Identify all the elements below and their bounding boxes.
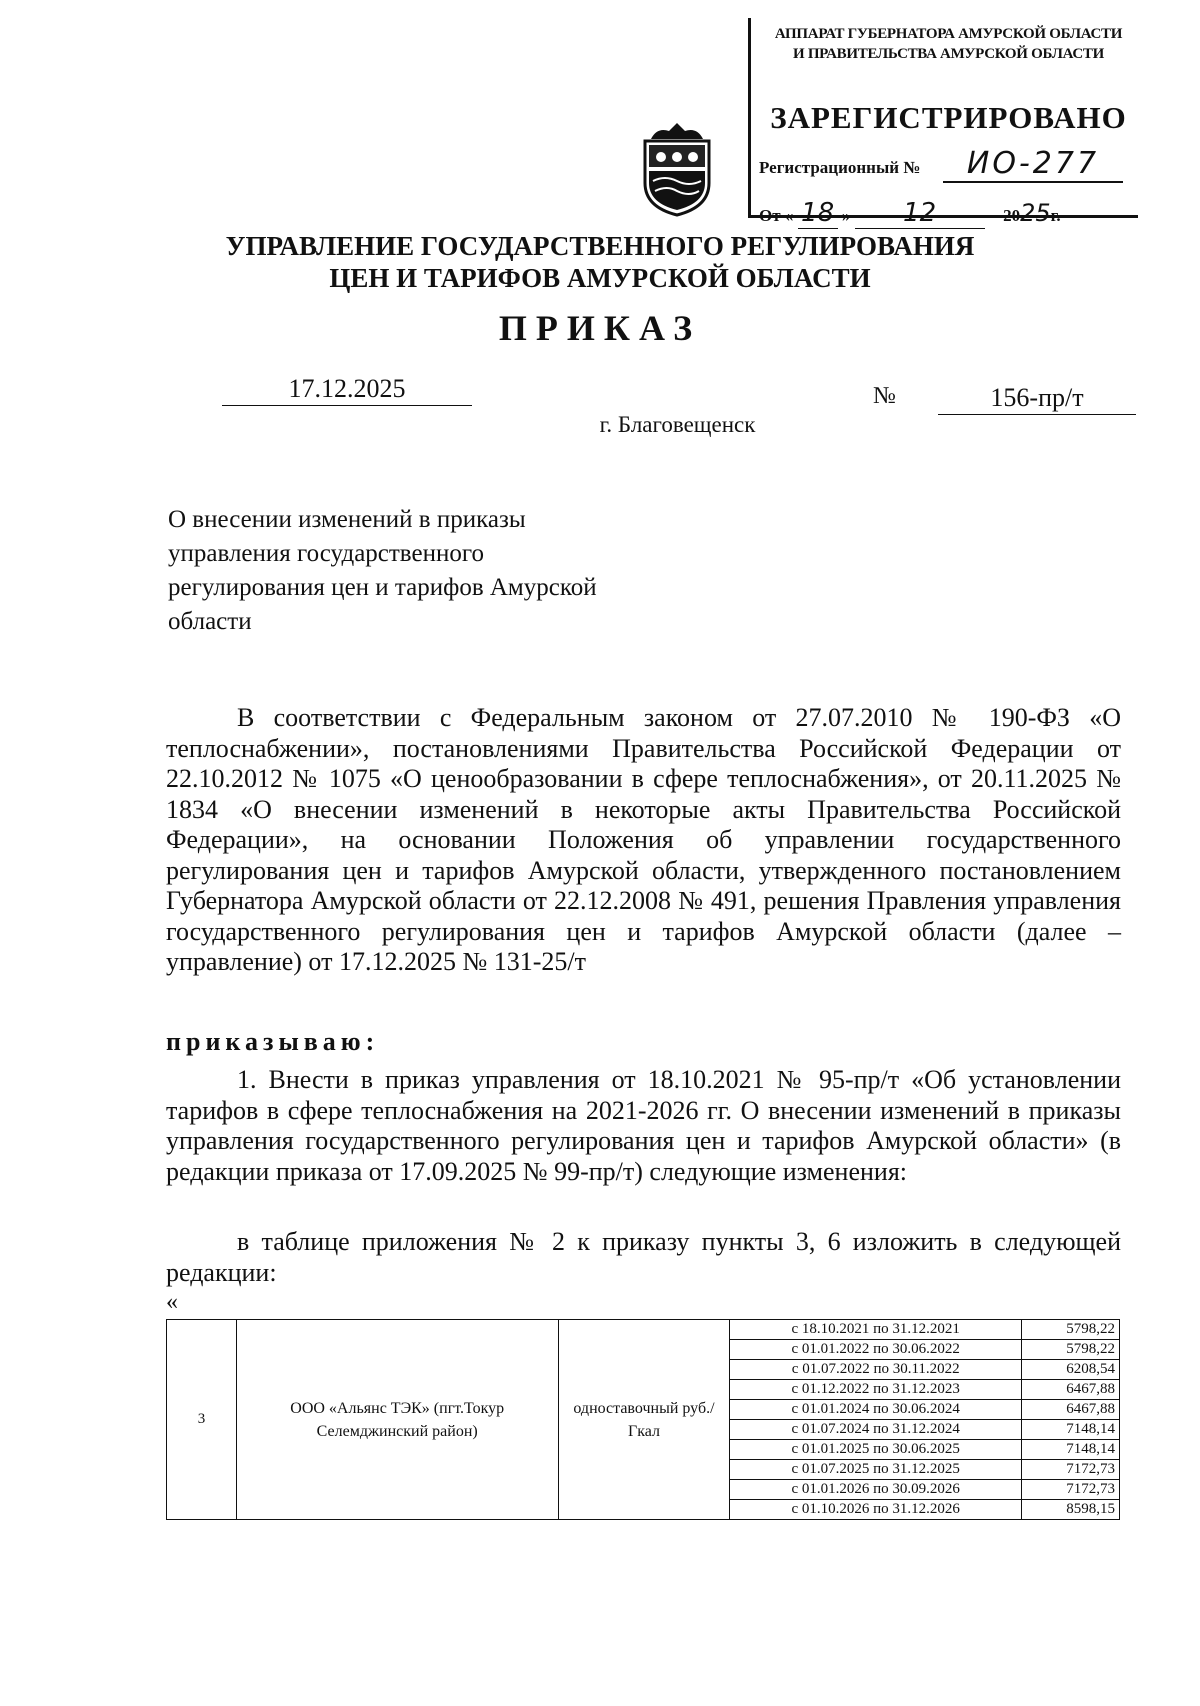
period-cell: с 01.01.2022 по 30.06.2022 [730, 1340, 1022, 1360]
item-number-cell: 3 [167, 1320, 237, 1520]
organization-cell: ООО «Альянс ТЭК» (пгт.Токур Селемджинский район) [236, 1320, 558, 1520]
city: г. Благовещенск [599, 412, 756, 437]
period-cell: с 01.01.2026 по 30.09.2026 [730, 1480, 1022, 1500]
tariff-table-body [167, 1320, 1120, 1520]
stamp-date-mid: » [841, 206, 851, 225]
stamp-title: ЗАРЕГИСТРИРОВАНО [770, 100, 1127, 135]
period-cell: с 01.07.2024 по 31.12.2024 [730, 1420, 1022, 1440]
stamp-date [759, 198, 1141, 229]
tariff-value-cell: 7148,14 [1022, 1440, 1120, 1460]
tariff-table [166, 1319, 1120, 1520]
tariff-value-cell: 6467,88 [1022, 1400, 1120, 1420]
period-cell: с 18.10.2021 по 31.12.2021 [730, 1320, 1022, 1340]
stamp-reg-number: ИО-277 [943, 146, 1123, 183]
stamp-year-suffix: 25 [1020, 199, 1051, 227]
tariff-value-cell: 5798,22 [1022, 1320, 1120, 1340]
tariff-value-cell: 7148,14 [1022, 1420, 1120, 1440]
table-intro-paragraph: в таблице приложения № 2 к приказу пункты 3, 6 изложить в следующей редакции: [166, 1227, 1121, 1287]
tariff-value-cell: 5798,22 [1022, 1340, 1120, 1360]
tariff-value-cell: 8598,15 [1022, 1500, 1120, 1520]
period-cell: с 01.12.2022 по 31.12.2023 [730, 1380, 1022, 1400]
stamp-line-2: И ПРАВИТЕЛЬСТВА АМУРСКОЙ ОБЛАСТИ [793, 46, 1104, 62]
document-type: ПРИКАЗ [498, 308, 702, 348]
coat-of-arms-icon [637, 121, 717, 217]
stamp-reg-label: Регистрационный № [759, 158, 921, 177]
period-cell: с 01.01.2025 по 30.06.2025 [730, 1440, 1022, 1460]
agency-name [0, 230, 1200, 294]
tariff-value-cell: 6467,88 [1022, 1380, 1120, 1400]
agency-line-1: УПРАВЛЕНИЕ ГОСУДАРСТВЕННОГО РЕГУЛИРОВАНИЯ [225, 231, 975, 261]
table-row [167, 1320, 1120, 1340]
order-subject: О внесении изменений в приказы управления государственного регулирования цен и тарифов Амурской области [168, 506, 597, 635]
stamp-year-prefix: 20 [1003, 206, 1021, 225]
period-cell: с 01.01.2024 по 30.06.2024 [730, 1400, 1022, 1420]
order-date: 17.12.2025 [222, 373, 472, 406]
tariff-type-cell: одноставочный руб./Гкал [558, 1320, 730, 1520]
stamp-header [759, 24, 1138, 64]
stamp-month: 12 [855, 198, 985, 229]
stamp-day: 18 [798, 198, 838, 229]
tariff-value-cell: 7172,73 [1022, 1460, 1120, 1480]
quote-open: « [166, 1289, 178, 1315]
preamble-paragraph: В соответствии с Федеральным законом от 27.07.2010 № 190-ФЗ «О теплоснабжении», постановлениями Правительства Российской Федерации от 22.10.2012 № 1075 «О ценообразовании в сфере теплоснабжения», от 20.11.2025 № 1834 «О внесении изменений в некоторые акты Правительства Российской Федерации», на основании Положения об управлении государственного регулирования цен и тарифов Амурской области, утвержденного постановлением Губернатора Амурской области от 22.12.2008 № 491, решения Правления управления государственного регулирования цен и тарифов Амурской области (далее – управление) от 17.12.2025 № 131-25/т [166, 703, 1121, 976]
clause-1-paragraph: 1. Внести в приказ управления от 18.10.2021 № 95-пр/т «Об установлении тарифов в сфере теплоснабжения на 2021-2026 гг. О внесении изменений в приказы управления государственного регулирования цен и тарифов Амурской области» (в редакции приказа от 17.09.2025 № 99-пр/т) следующие изменения: [166, 1065, 1121, 1186]
stamp-date-prefix: От « [759, 206, 794, 225]
period-cell: с 01.07.2022 по 30.11.2022 [730, 1360, 1022, 1380]
period-cell: с 01.07.2025 по 31.12.2025 [730, 1460, 1022, 1480]
order-number: 156-пр/т [938, 382, 1136, 415]
tariff-value-cell: 7172,73 [1022, 1480, 1120, 1500]
tariff-value-cell: 6208,54 [1022, 1360, 1120, 1380]
order-word: приказываю: [166, 1027, 380, 1056]
registration-stamp [748, 18, 1138, 228]
number-sign: № [873, 383, 896, 409]
stamp-line-1: АППАРАТ ГУБЕРНАТОРА АМУРСКОЙ ОБЛАСТИ [774, 26, 1123, 42]
agency-line-2: ЦЕН И ТАРИФОВ АМУРСКОЙ ОБЛАСТИ [329, 263, 871, 293]
stamp-year-end: г. [1050, 206, 1061, 225]
period-cell: с 01.10.2026 по 31.12.2026 [730, 1500, 1022, 1520]
